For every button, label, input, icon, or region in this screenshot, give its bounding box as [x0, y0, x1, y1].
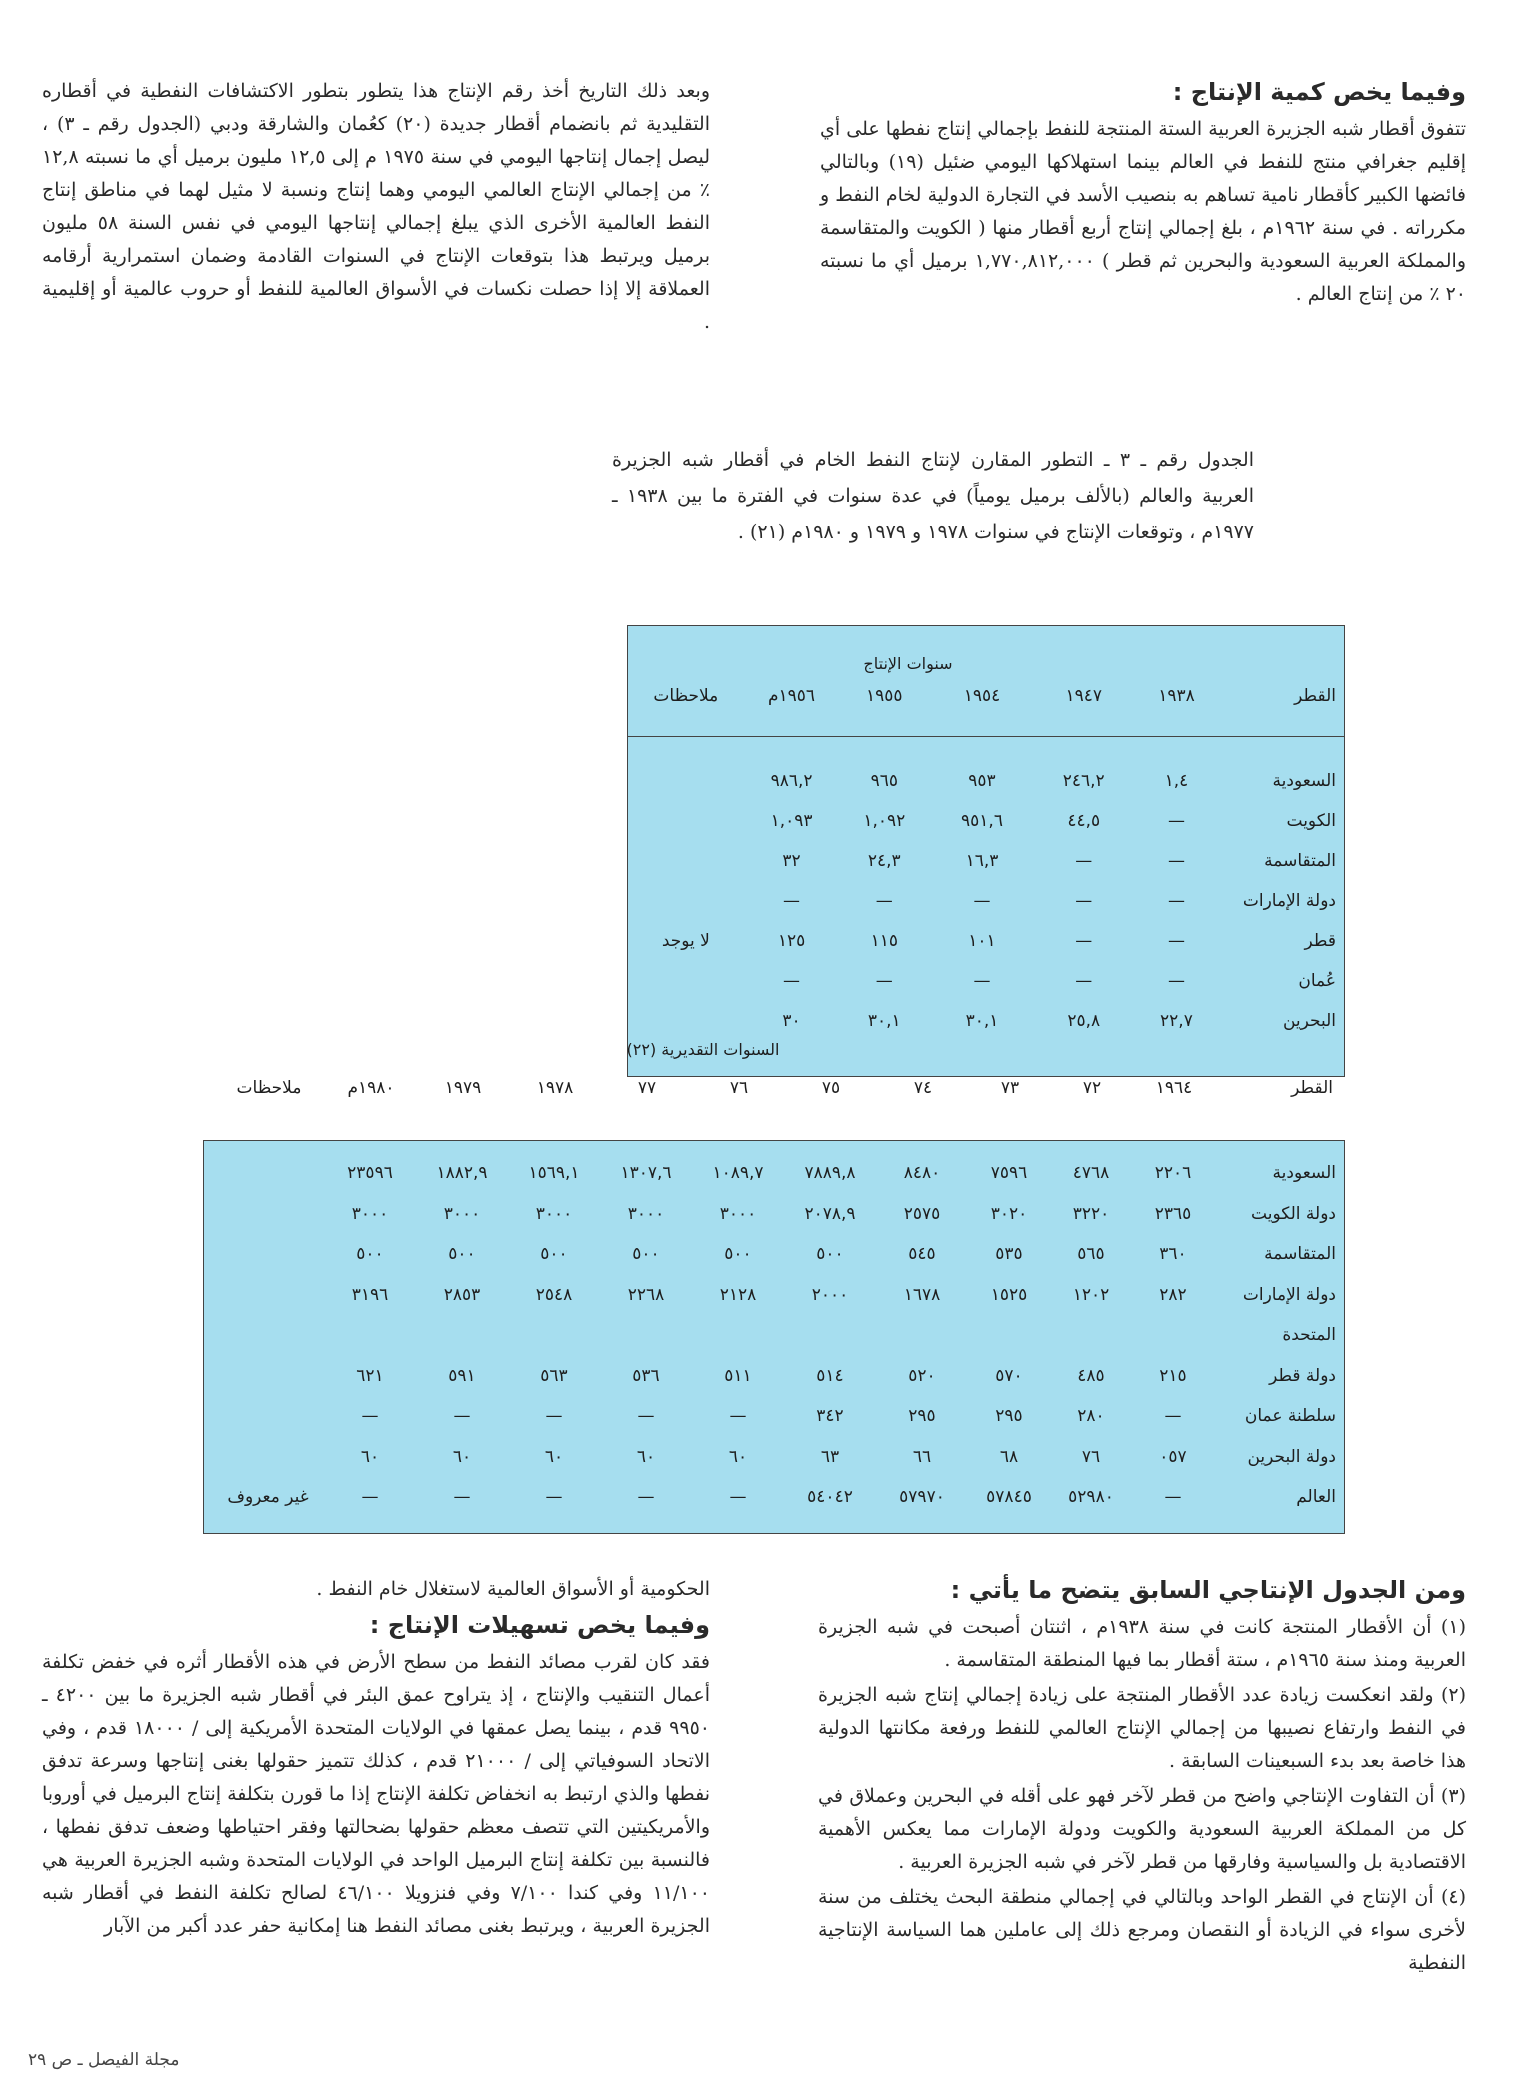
t2-head-76: ٧٦	[729, 1078, 749, 1098]
bottom-right-column	[818, 1573, 1466, 1982]
table2-value-cell: ١٣٠٧,٦	[620, 1163, 672, 1184]
table2-row	[204, 1477, 1344, 1518]
table2-value-cell: ٧٨٨٩,٨	[804, 1163, 856, 1184]
finding-4: (٤) أن الإنتاج في القطر الواحد وبالتالي في إجمالي منطقة البحث يختلف من سنة لأخرى سواء في الزيادة أو النقصان ومرجع ذلك إلى عاملين هما السياسة الإنتاجية النفطية	[818, 1886, 1466, 1974]
table2-value-cell: —	[545, 1487, 563, 1508]
table2-value-cell: ٥٠٠	[816, 1244, 844, 1265]
production-quantity-heading: وفيما يخص كمية الإنتاج :	[1172, 78, 1466, 106]
table1-value-cell: ٢٥,٨	[1067, 1011, 1101, 1031]
table-caption: الجدول رقم ـ ٣ ـ التطور المقارن لإنتاج النفط الخام في أقطار شبه الجزيرة العربية والعالم (بالألف برميل يومياً) في عدة سنوات في الفترة ما بين ١٩٣٨ ـ ١٩٧٧م ، وتوقعات الإنتاج في سنوات ١٩٧٨ و ١٩٧٩ و ١٩٨٠م (٢١) .	[612, 449, 1255, 543]
table2-row	[204, 1396, 1344, 1437]
table1-row	[628, 961, 1344, 1001]
table2-value-cell: —	[453, 1406, 471, 1427]
table2-row	[204, 1275, 1344, 1316]
table2-value-cell: ١٠٨٩,٧	[712, 1163, 764, 1184]
table1-value-cell: ١,٠٩٣	[770, 811, 813, 831]
t2-head-72: ٧٢	[1082, 1078, 1102, 1098]
table2-value-cell: ٢١٢٨	[719, 1284, 757, 1305]
table2-box	[203, 1140, 1345, 1534]
table2-value-cell: ٥٣٦	[632, 1365, 660, 1386]
table1-value-cell: ٣٢	[782, 851, 801, 871]
table2-value-cell: ٥٧٠	[995, 1365, 1023, 1386]
table1-value-cell: —	[1075, 891, 1093, 911]
table2-value-cell: ٥١١	[724, 1365, 752, 1386]
table2-value-cell: ٢٨٥٣	[443, 1284, 481, 1305]
table2-value-cell: ١٥٦٩,١	[528, 1163, 580, 1184]
table1-value-cell: ١١٥	[870, 931, 898, 951]
table1-value-cell: لا يوجد	[661, 931, 710, 951]
table2-value-cell: غير معروف	[227, 1487, 309, 1508]
table1-row	[628, 841, 1344, 881]
t2-head-77: ٧٧	[637, 1078, 657, 1098]
table1-value-cell: ٩٥٣	[968, 771, 996, 791]
table1-value-cell: ٢٢,٧	[1160, 1011, 1193, 1031]
table2-country-cell: السعودية	[1272, 1163, 1336, 1184]
table2-value-cell: ٥٤٥	[908, 1244, 936, 1265]
table1-row	[628, 761, 1344, 801]
table1-value-cell: —	[875, 971, 893, 991]
table1-country-cell: السعودية	[1272, 771, 1336, 791]
table2-value-cell: —	[545, 1406, 563, 1427]
table2-value-cell: ٥٣٥	[995, 1244, 1023, 1265]
table2-value-cell: ٦٢١	[356, 1365, 384, 1386]
table2-value-cell: —	[453, 1487, 471, 1508]
table2-value-cell: ٣٠٢٠	[990, 1203, 1028, 1224]
table2-row	[204, 1234, 1344, 1275]
table2-value-cell: —	[1164, 1406, 1182, 1427]
table1-header-rule	[628, 736, 1344, 737]
table1-value-cell: —	[1167, 971, 1185, 991]
table2-value-cell: ٢٢٠٦	[1154, 1163, 1192, 1184]
table2-value-cell: —	[729, 1406, 747, 1427]
table2-value-cell: ٣٠٠٠	[627, 1203, 665, 1224]
table2-value-cell: ٧٦	[1081, 1446, 1101, 1467]
finding-3: (٣) أن التفاوت الإنتاجي واضح من قطر لآخر فهو على أقله في البحرين وعملاق في كل من المملكة العربية السعودية والكويت ودولة الإمارات مما يعكس الأهمية الاقتصادية بل والسياسية وفارقها من قطر لآخر في شبه الجزيرة العربية .	[818, 1785, 1466, 1873]
table2-value-cell: ٦٠	[636, 1446, 656, 1467]
table1-row	[628, 1001, 1344, 1041]
t2-head-country: القطر	[1291, 1078, 1333, 1098]
table2-value-cell: ٢٩٥	[908, 1406, 936, 1427]
table2-value-cell: ٦٠	[360, 1446, 380, 1467]
table2-value-cell: ٢١٥	[1159, 1365, 1187, 1386]
table2-value-cell: ٣٦٠	[1159, 1244, 1187, 1265]
table1-value-cell: —	[1075, 851, 1093, 871]
table1-country-cell: البحرين	[1282, 1011, 1336, 1031]
table1-value-cell: ٤٤,٥	[1067, 811, 1101, 831]
table2-value-cell: ٢٥٤٨	[535, 1284, 573, 1305]
table1-value-cell: —	[1167, 811, 1185, 831]
top-left-column	[42, 75, 710, 341]
table1-value-cell: —	[973, 891, 991, 911]
table2-value-cell: ٢٥٧٥	[903, 1203, 941, 1224]
finding-2: (٢) ولقد انعكست زيادة عدد الأقطار المنتجة على زيادة إجمالي إنتاج شبه الجزيرة في النفط وارتفاع نصيبها من إجمالي الإنتاج العالمي للنفط ورفعة مكانتها الدولية هذا خاصة بعد بدء السبعينات السابقة .	[818, 1684, 1466, 1772]
table2-value-cell: ٦٠	[452, 1446, 472, 1467]
table1-country-cell: المتقاسمة	[1264, 851, 1336, 871]
table2-header-row	[203, 1078, 1345, 1108]
table1-value-cell: ١٦,٣	[965, 851, 999, 871]
t2-head-1978: ١٩٧٨	[536, 1078, 574, 1098]
table2-country-cell: المتحدة	[1282, 1325, 1336, 1346]
t2-head-74: ٧٤	[913, 1078, 933, 1098]
table1-country-cell: الكويت	[1286, 811, 1336, 831]
table2-value-cell: —	[637, 1406, 655, 1427]
table2-value-cell: ١٥٢٥	[990, 1284, 1028, 1305]
table2-value-cell: ٣٠٠٠	[719, 1203, 757, 1224]
table2-row	[204, 1356, 1344, 1397]
table2-country-cell: سلطنة عمان	[1244, 1406, 1336, 1427]
table2-value-cell: ٥٩١	[448, 1365, 476, 1386]
table1-row	[628, 921, 1344, 961]
table1-body	[628, 761, 1344, 1041]
production-table-historical	[627, 625, 1345, 1077]
table1-value-cell: ٩٥١,٦	[961, 811, 1003, 831]
table-findings-heading: ومن الجدول الإنتاجي السابق يتضح ما يأتي :	[950, 1576, 1466, 1604]
table1-value-cell: ١٠١	[968, 931, 996, 951]
table1-value-cell: —	[783, 971, 801, 991]
table2-value-cell: ٦٦	[912, 1446, 932, 1467]
table2-row	[204, 1437, 1344, 1478]
table1-value-cell: —	[973, 971, 991, 991]
table1-country-cell: دولة الإمارات	[1242, 891, 1336, 911]
table1-value-cell: —	[1167, 851, 1185, 871]
table2-body	[204, 1153, 1344, 1518]
table1-row	[628, 881, 1344, 921]
table2-value-cell: ١٨٨٢,٩	[436, 1163, 488, 1184]
table2-row	[204, 1153, 1344, 1194]
t2-head-1979: ١٩٧٩	[444, 1078, 482, 1098]
t1-head-notes: ملاحظات	[653, 686, 719, 706]
table1-value-cell: ٢٤,٣	[867, 851, 901, 871]
t1-head-1954: ١٩٥٤	[963, 686, 1001, 706]
production-quantity-paragraph: تتفوق أقطار شبه الجزيرة العربية الستة المنتجة للنفط بإجمالي إنتاج نفطها على أي إقليم جغرافي منتج للنفط في العالم بينما استهلاكها اليومي ضئيل (١٩) وبالتالي فائضها الكبير كأقطار نامية تساهم به بنصيب الأسد في التجارة الدولية لخام النفط و مكرراته . في سنة ١٩٦٢م ، بلغ إجمالي إنتاج أربع أقطار منها ( الكويت والمتقاسمة والمملكة العربية السعودية والبحرين ثم قطر ) ١,٧٧٠,٨١٢,٠٠٠ برميل أي ما نسبته ٢٠ ٪ من إنتاج العالم .	[820, 118, 1466, 305]
table2-value-cell: ٢٨٢	[1159, 1284, 1187, 1305]
t1-head-1947: ١٩٤٧	[1065, 686, 1102, 706]
table2-value-cell: ٥٦٣	[540, 1365, 568, 1386]
table1-group-header: سنوات الإنتاج	[863, 654, 953, 673]
table2-value-cell: ٢٢٦٨	[627, 1284, 665, 1305]
table2-value-cell: ٥٧٩٧٠	[899, 1487, 945, 1508]
table1-value-cell: —	[1075, 971, 1093, 991]
table2-value-cell: ٠٥٧	[1159, 1446, 1187, 1467]
table2-value-cell: ٣٠٠٠	[535, 1203, 573, 1224]
table2-value-cell: ٥٠٠	[448, 1244, 476, 1265]
table2-country-cell: دولة البحرين	[1247, 1446, 1336, 1467]
table2-value-cell: ٢٠٧٨,٩	[804, 1203, 856, 1224]
bottom-left-column	[42, 1573, 710, 1945]
t2-head-1964: ١٩٦٤	[1155, 1078, 1193, 1098]
table2-value-cell: ٥٠٠	[356, 1244, 384, 1265]
table2-value-cell: ٥٤٠٤٢	[807, 1487, 853, 1508]
table2-value-cell: ٢٠٠٠	[811, 1284, 849, 1305]
table2-value-cell: —	[729, 1487, 747, 1508]
table2-value-cell: ٥٠٠	[540, 1244, 568, 1265]
table1-value-cell: ٣٠,١	[867, 1011, 901, 1031]
page-footer: مجلة الفيصل ـ ص ٢٩	[28, 2050, 180, 2070]
table2-country-cell: دولة الإمارات	[1242, 1284, 1336, 1305]
table2-value-cell: ٥٢٩٨٠	[1068, 1487, 1114, 1508]
table2-value-cell: ٥١٤	[816, 1365, 844, 1386]
table1-value-cell: ١,٤	[1164, 771, 1189, 791]
top-right-column	[820, 75, 1466, 313]
table1-header-row	[628, 686, 1344, 716]
table2-value-cell: ٦٨	[999, 1446, 1019, 1467]
table2-value-cell: ٣٠٠٠	[443, 1203, 481, 1224]
table1-box	[627, 625, 1345, 1077]
table2-value-cell: ٦٠	[728, 1446, 748, 1467]
table2-value-cell: ٨٤٨٠	[903, 1163, 941, 1184]
production-facilities-paragraph: فقد كان لقرب مصائد النفط من سطح الأرض في هذه الأقطار أثره في خفض تكلفة أعمال التنقيب والإنتاج ، إذ يتراوح عمق البئر في أقطار شبه الجزيرة ما بين ٤٢٠٠ ـ ٩٩٥٠ قدم ، بينما يصل عمقها في الولايات المتحدة الأمريكية إلى / ١٨٠٠٠ قدم ، وفي الاتحاد السوفياتي إلى / ٢١٠٠٠ قدم ، كذلك تتميز حقولها بغنى إنتاجها وسرعة تدفق نفطها والذي ارتبط به انخفاض تكلفة الإنتاج إذا ما قورن بتكلفة إنتاج البرميل في أوروبا والأمريكيتين التي تتصف معظم حقولها بضحالتها وفقر احتياطها وضعف تدفق نفطها ، فالنسبة بين تكلفة إنتاج البرميل الواحد في الولايات المتحدة وشبه الجزيرة العربية هي ١١/١٠٠ وفي كندا ٧/١٠٠ وفي فنزويلا ٤٦/١٠٠ لصالح تكلفة النفط في أقطار شبه الجزيرة العربية ، ويرتبط بغنى مصائد النفط هنا إمكانية حفر عدد أكبر من الآبار	[42, 1651, 710, 1937]
production-growth-paragraph: وبعد ذلك التاريخ أخذ رقم الإنتاج هذا يتطور بتطور الاكتشافات النفطية في أقطاره التقليدية ثم بانضمام أقطار جديدة (٢٠) كعُمان والشارقة ودبي (الجدول رقم ـ ٣) ، ليصل إجمال إنتاجها اليومي في سنة ١٩٧٥ م إلى ١٢,٥ مليون برميل أي ما نسبته ١٢,٨ ٪ من إجمالي الإنتاج العالمي اليومي وهما إنتاج ونسبة لا مثيل لهما في مناطق إنتاج النفط العالمية الأخرى الذي يبلغ إجمالي إنتاجها اليومي في نفس السنة ٥٨ مليون برميل ويرتبط هذا بتوقعات الإنتاج في السنوات القادمة وضمان استمرارية أرقامه العملاقة إلا إذا حصلت نكسات في الأسواق العالمية للنفط أو حروب عالمية أو إقليمية .	[42, 80, 710, 333]
table2-value-cell: ٤٨٥	[1077, 1365, 1105, 1386]
table2-value-cell: ٦٣	[820, 1446, 840, 1467]
t2-head-75: ٧٥	[821, 1078, 841, 1098]
table2-value-cell: —	[1164, 1487, 1182, 1508]
table2-country-cell: دولة قطر	[1269, 1365, 1336, 1386]
continuation-line: الحكومية أو الأسواق العالمية لاستغلال خام النفط .	[316, 1578, 710, 1600]
table2-value-cell: ٢٩٥	[995, 1406, 1023, 1427]
table1-value-cell: ٩٨٦,٢	[770, 771, 813, 791]
table1-value-cell: ٩٦٥	[870, 771, 898, 791]
table2-value-cell: —	[637, 1487, 655, 1508]
table2-value-cell: ٣٢٢٠	[1072, 1203, 1110, 1224]
production-facilities-heading: وفيما يخص تسهيلات الإنتاج :	[369, 1611, 710, 1639]
table2-value-cell: ٥٠٠	[724, 1244, 752, 1265]
t1-head-1956: ١٩٥٦م	[768, 686, 816, 706]
table2-row	[204, 1194, 1344, 1235]
t1-head-1955: ١٩٥٥	[866, 686, 903, 706]
table2-group-header: السنوات التقديرية (٢٢)	[626, 1040, 780, 1059]
table1-value-cell: ٢٤٦,٢	[1062, 771, 1105, 791]
table2-value-cell: —	[361, 1406, 379, 1427]
table2-value-cell: ٢٣٦٥	[1154, 1203, 1192, 1224]
table1-country-cell: عُمان	[1298, 971, 1336, 991]
table2-value-cell: ٥٠٠	[632, 1244, 660, 1265]
table2-row	[204, 1315, 1344, 1356]
table2-value-cell: ٢٣٥٩٦	[347, 1163, 393, 1184]
table2-value-cell: ١٢٠٢	[1072, 1284, 1110, 1305]
table2-country-cell: المتقاسمة	[1264, 1244, 1336, 1265]
table2-value-cell: ٣١٩٦	[351, 1284, 389, 1305]
table1-value-cell: ١٢٥	[777, 931, 806, 951]
t2-head-notes: ملاحظات	[236, 1078, 302, 1098]
table1-value-cell: —	[783, 891, 801, 911]
table1-value-cell: ٣٠	[782, 1011, 801, 1031]
table1-value-cell: —	[1167, 891, 1185, 911]
table1-country-cell: قطر	[1304, 931, 1336, 951]
table2-value-cell: ٧٥٩٦	[990, 1163, 1028, 1184]
table2-country-cell: العالم	[1296, 1487, 1336, 1508]
table2-value-cell: ٥٧٨٤٥	[986, 1487, 1032, 1508]
table2-value-cell: ٢٨٠	[1077, 1406, 1105, 1427]
table2-value-cell: ٤٧٦٨	[1072, 1163, 1110, 1184]
table1-row	[628, 801, 1344, 841]
t1-head-1938: ١٩٣٨	[1158, 686, 1195, 706]
t1-head-country: القطر	[1294, 686, 1336, 706]
table2-value-cell: ١٦٧٨	[903, 1284, 941, 1305]
t2-head-73: ٧٣	[1000, 1078, 1020, 1098]
table1-value-cell: —	[1075, 931, 1093, 951]
table1-value-cell: ٣٠,١	[965, 1011, 999, 1031]
table1-value-cell: —	[1167, 931, 1185, 951]
finding-1: (١) أن الأقطار المنتجة كانت في سنة ١٩٣٨م ، اثنتان أصبحت في شبه الجزيرة العربية ومنذ سنة ١٩٦٥م ، ستة أقطار بما فيها المنطقة المتقاسمة .	[818, 1616, 1466, 1671]
table2-value-cell: —	[361, 1487, 379, 1508]
table2-value-cell: ٥٦٥	[1077, 1244, 1105, 1265]
t2-head-1980: ١٩٨٠م	[347, 1078, 395, 1098]
table2-value-cell: ٣٠٠٠	[351, 1203, 389, 1224]
table1-value-cell: ١,٠٩٢	[863, 811, 906, 831]
table1-value-cell: —	[875, 891, 893, 911]
table2-value-cell: ٦٠	[544, 1446, 564, 1467]
table2-value-cell: ٥٢٠	[908, 1365, 936, 1386]
table2-country-cell: دولة الكويت	[1251, 1203, 1336, 1224]
table2-value-cell: ٣٤٢	[816, 1406, 844, 1427]
